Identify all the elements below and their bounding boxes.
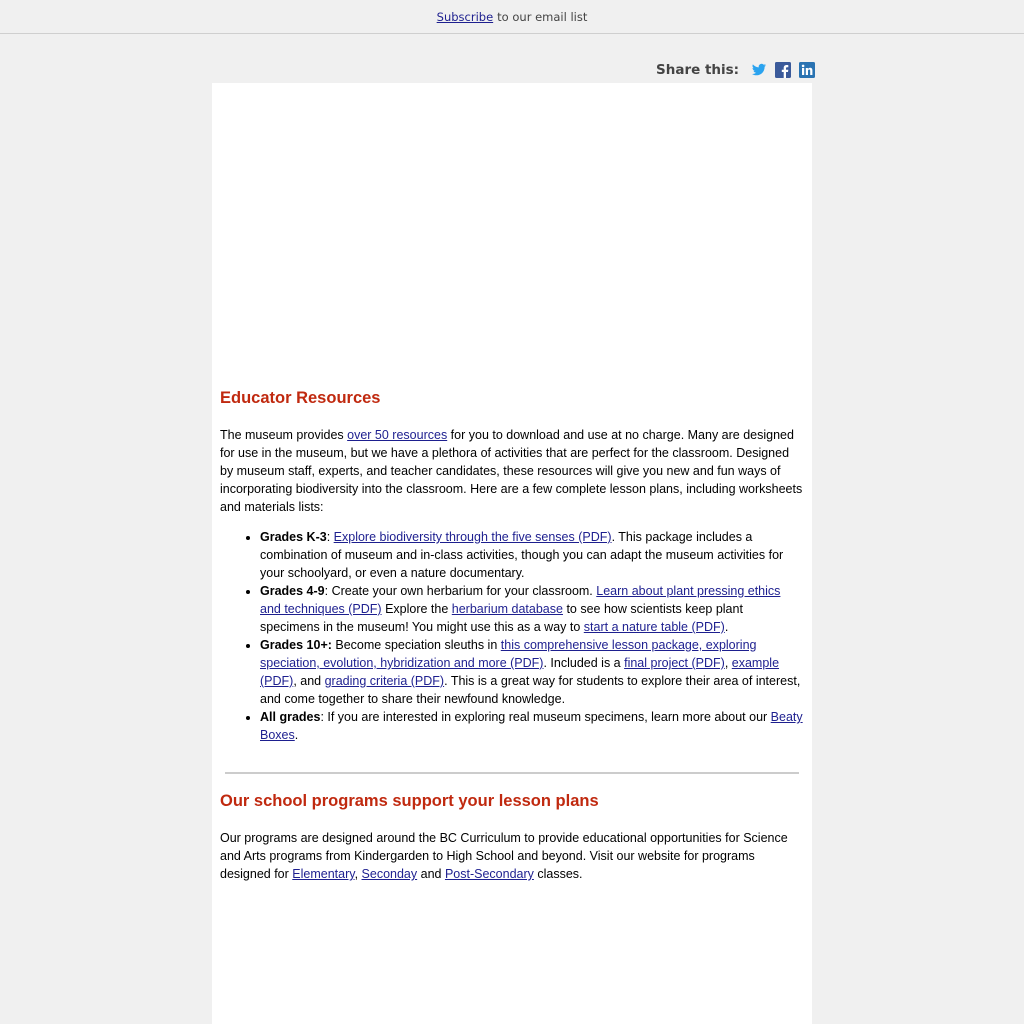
plant-pressing-pdf-link[interactable]: Learn about plant pressing ethics and techniques (PDF) xyxy=(260,584,781,616)
intro-text-pre: The museum provides xyxy=(220,428,348,442)
list-text: : If you are interested in exploring real museum specimens, learn more about our xyxy=(320,710,771,724)
programs-paragraph xyxy=(220,829,804,883)
list-text: : xyxy=(326,530,334,544)
list-text: to see how scientists keep plant specimens in the museum! You might use this as a way to xyxy=(260,602,743,634)
email-content-card xyxy=(212,83,812,1024)
intro-text-post: for you to download and use at no charge. Many are designed for use in the museum, but we have a plethora of activities that are perfect for the classroom. Designed by museum staff, experts, and teacher candidates, these resources will give you new and fun ways of incorporating biodiversity into the classroom. Here are a few complete lesson plans, including worksheets and materials lists: xyxy=(220,428,803,514)
list-item-grades-10-plus xyxy=(260,636,804,708)
share-bar xyxy=(656,62,823,78)
intro-paragraph xyxy=(220,426,804,516)
programs-text: classes. xyxy=(533,867,583,881)
grading-criteria-pdf-link[interactable]: grading criteria (PDF) xyxy=(324,674,445,688)
grade-label: Grades K-3 xyxy=(260,530,327,544)
grade-label: Grades 4-9 xyxy=(260,584,325,598)
programs-text: , xyxy=(354,867,362,881)
elementary-link[interactable]: Elementary xyxy=(292,867,355,881)
secondary-link[interactable]: Seconday xyxy=(361,867,418,881)
subscribe-link[interactable]: Subscribe xyxy=(436,9,494,24)
programs-text: and xyxy=(417,867,445,881)
list-text: Explore the xyxy=(381,602,452,616)
list-text: . This package includes a combination of museum and in-class activities, though you can adapt the museum activities for your schoolyard, or even a nature documentary. xyxy=(260,530,784,580)
list-item-grades-4-9 xyxy=(260,582,804,636)
twitter-icon[interactable] xyxy=(751,62,767,78)
section-divider xyxy=(225,772,799,774)
list-text: . xyxy=(724,620,729,634)
list-text: . xyxy=(294,728,299,742)
linkedin-icon[interactable] xyxy=(799,62,815,78)
list-text: , and xyxy=(293,674,325,688)
section-heading-school-programs: Our school programs support your lesson plans xyxy=(220,792,599,810)
resources-link[interactable]: over 50 resources xyxy=(347,428,448,442)
grade-label: All grades xyxy=(260,710,321,724)
beaty-boxes-link[interactable]: Beaty Boxes xyxy=(260,710,803,742)
nature-table-pdf-link[interactable]: start a nature table (PDF) xyxy=(583,620,725,634)
subscribe-text: to our email list xyxy=(497,9,588,24)
section-heading-educator-resources: Educator Resources xyxy=(220,389,381,407)
list-text: , xyxy=(724,656,732,670)
content-body xyxy=(220,389,804,895)
list-item-all-grades xyxy=(260,708,804,744)
final-project-pdf-link[interactable]: final project (PDF) xyxy=(624,656,725,670)
five-senses-pdf-link[interactable]: Explore biodiversity through the five senses (PDF) xyxy=(333,530,612,544)
speciation-lesson-pdf-link[interactable]: this comprehensive lesson package, exploring speciation, evolution, hybridization and more (PDF) xyxy=(260,638,757,670)
lesson-plan-list xyxy=(220,528,804,744)
subscribe-bar xyxy=(0,0,1024,34)
post-secondary-link[interactable]: Post-Secondary xyxy=(444,867,534,881)
list-text: : Create your own herbarium for your classroom. xyxy=(324,584,597,598)
grade-label: Grades 10+: xyxy=(260,638,332,652)
list-text: . This is a great way for students to explore their area of interest, and come together to share their newfound knowledge. xyxy=(260,674,801,706)
list-text: . Included is a xyxy=(543,656,625,670)
programs-text: Our programs are designed around the BC Curriculum to provide educational opportunities for Science and Arts programs from Kindergarden to High School and beyond. Visit our website for programs designed for xyxy=(220,831,788,881)
share-label: Share this: xyxy=(656,62,740,78)
list-text: Become speciation sleuths in xyxy=(331,638,501,652)
example-pdf-link[interactable]: example (PDF) xyxy=(260,656,780,688)
herbarium-database-link[interactable]: herbarium database xyxy=(451,602,563,616)
list-item-grades-k3 xyxy=(260,528,804,582)
facebook-icon[interactable] xyxy=(775,62,791,78)
